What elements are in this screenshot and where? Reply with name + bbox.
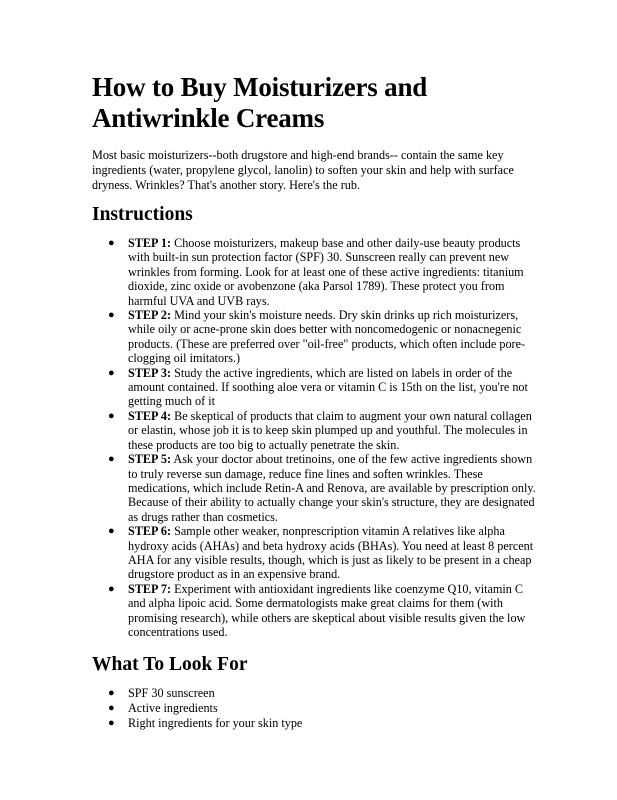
look-for-heading: What To Look For [92,654,248,676]
step-label: STEP 6: [128,524,172,539]
step-text: Be skeptical of products that claim to augment your own natural collagen or elastin, whose job it is to keep skin plumped up and youthful. The molecules in these products are too big to actually penetrate the skin. [128,408,532,452]
step-label: STEP 1: [128,236,172,250]
step-text: Experiment with antioxidant ingredients like coenzyme Q10, vitamin C and alpha lipoic acid. Some dermatologists make great claims for them (with promising research), while others are skeptical about visible results given the low concentrations used. [128,581,526,639]
bullet-icon: ● [108,717,115,730]
instructions-heading: Instructions [92,204,193,225]
step-text: Sample other weaker, nonprescription vitamin A relatives like alpha hydroxy acids (AHAs) and beta hydroxy acids (BHAs). You need at least 8 percent AHA for any visible results, though, which is just as likely to be present in a cheap drugstore product as in an expensive brand. [128,524,534,582]
list-item [108,365,537,409]
bullet-icon: ● [108,309,115,322]
step-label: STEP 4: [128,408,172,423]
list-item [108,716,537,731]
list-item [108,686,537,701]
list-item [108,452,537,524]
look-for-item: SPF 30 sunscreen [128,686,215,701]
intro-paragraph: Most basic moisturizers--both drugstore and high-end brands-- contain the same key ingredients (water, propylene glycol, lanolin) to soften your skin and help with surface dryness. Wrinkles? That's another story. Here's the rub. [92,148,514,192]
step-text: Choose moisturizers, makeup base and other daily-use beauty products with built-in sun protection factor (SPF) 30. Sunscreen really can prevent new wrinkles from forming. Look for at least one of these active ingredients: titanium dioxide, zinc oxide or avobenzone (aka Parsol 1789). These protect you from harmful UVA and UVB rays. [128,236,524,308]
look-for-list [92,686,537,731]
list-item [108,408,537,452]
page-title: How to Buy Moisturizers and Antiwrinkle Creams [92,72,428,133]
bullet-icon: ● [108,237,115,249]
list-item [108,236,537,308]
step-text: Study the active ingredients, which are listed on labels in order of the amount contained. If soothing aloe vera or vitamin C is 15th on the list, you're not getting much of it [128,365,528,409]
list-item [108,308,537,366]
bullet-icon: ● [108,702,115,715]
bullet-icon: ● [108,366,115,379]
step-label: STEP 3: [128,365,172,380]
bullet-icon: ● [108,453,115,466]
list-item [108,581,537,640]
step-text: Mind your skin's moisture needs. Dry skin drinks up rich moisturizers, while oily or acne-prone skin does better with noncomedogenic or nonacnegenic products. (These are preferred over "oil-free" products, which often include pore-clogging oil imitators.) [128,308,526,366]
step-text: Ask your doctor about tretinoins, one of the few active ingredients shown to truly reverse sun damage, reduce fine lines and soften wrinkles. These medications, which include Retin-A and Renova, are available by prescription only. Because of their ability to actually change your skin's structure, they are designated as drugs rather than cosmetics. [128,452,536,524]
look-for-item: Active ingredients [128,701,218,716]
instructions-list [92,236,537,639]
bullet-icon: ● [108,582,115,595]
step-label: STEP 2: [128,308,172,323]
list-item [108,701,537,716]
list-item [108,524,537,582]
bullet-icon: ● [108,525,115,538]
step-label: STEP 7: [128,581,172,596]
bullet-icon: ● [108,409,115,422]
look-for-item: Right ingredients for your skin type [128,716,303,731]
bullet-icon: ● [108,687,115,700]
step-label: STEP 5: [128,452,172,467]
